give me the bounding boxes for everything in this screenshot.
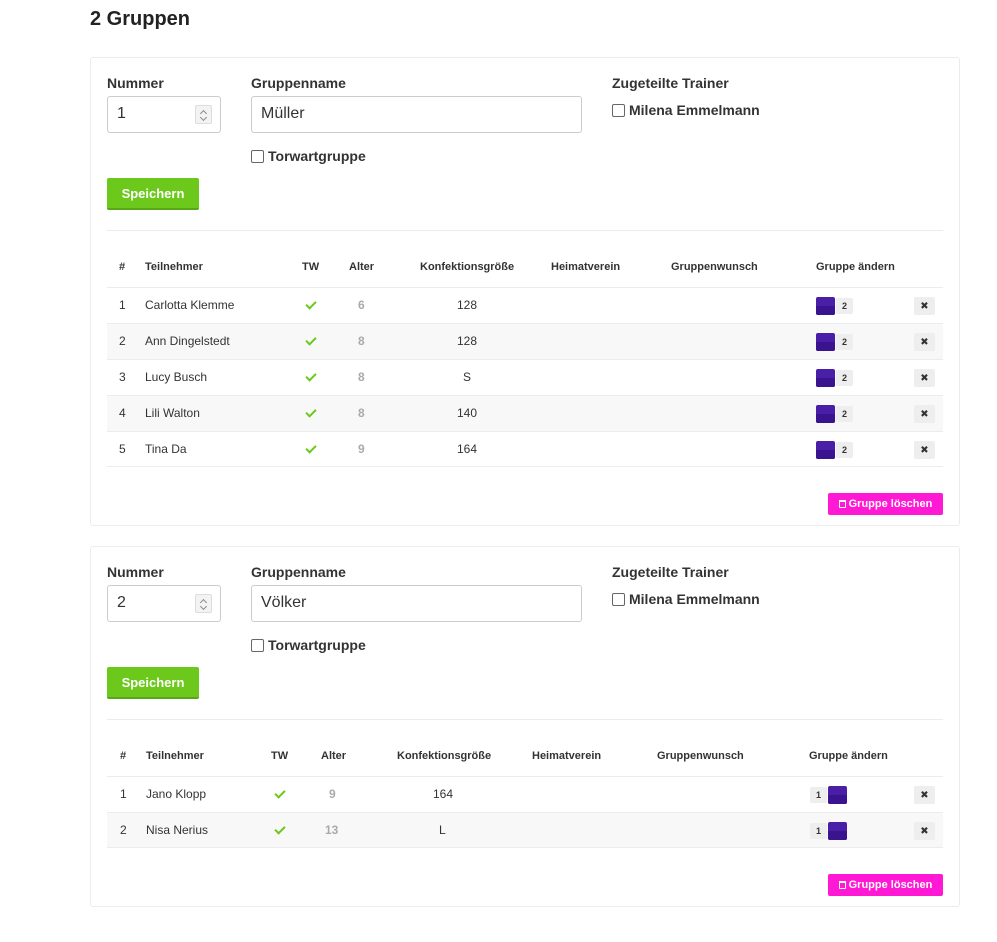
- remove-button[interactable]: [914, 369, 935, 387]
- move-group-button[interactable]: [816, 297, 853, 315]
- trainer-label: Zugeteilte Trainer: [612, 564, 729, 580]
- torwart-checkbox-row[interactable]: [251, 637, 366, 653]
- group-name-input[interactable]: Müller: [251, 96, 582, 133]
- arrow-icon[interactable]: [816, 441, 835, 459]
- participant-age: 9: [358, 442, 365, 456]
- arrow-icon[interactable]: [816, 297, 835, 315]
- torwart-checkbox-row[interactable]: [251, 148, 366, 164]
- trainer-checkbox-row[interactable]: [612, 102, 760, 118]
- group-number-input[interactable]: [107, 96, 221, 133]
- check-icon: [274, 787, 285, 798]
- target-group: 2: [836, 334, 853, 350]
- close-icon: ✖: [920, 372, 929, 384]
- group-name-input[interactable]: Völker: [251, 585, 582, 622]
- close-icon: ✖: [920, 408, 929, 420]
- delete-label: Gruppe löschen: [848, 498, 933, 510]
- participant-size: 128: [457, 334, 478, 348]
- check-icon: [305, 334, 316, 345]
- participant-age: 6: [358, 298, 365, 312]
- divider: [107, 719, 943, 720]
- check-icon: [305, 442, 316, 453]
- target-group: 2: [836, 370, 853, 386]
- close-icon: ✖: [920, 789, 929, 801]
- delete-group-button[interactable]: [828, 874, 943, 896]
- col-header-index: #: [120, 750, 127, 762]
- table-row: [107, 287, 943, 323]
- group-panel-1: [90, 57, 960, 526]
- delete-group-button[interactable]: [828, 493, 943, 515]
- arrow-icon[interactable]: [816, 333, 835, 351]
- save-button[interactable]: Speichern: [107, 667, 199, 699]
- trainer-checkbox[interactable]: [612, 104, 625, 117]
- participant-age: 9: [329, 787, 336, 801]
- table-row: [107, 359, 943, 395]
- row-index: 1: [119, 298, 126, 312]
- col-header-tw: TW: [302, 261, 320, 273]
- trainer-checkbox-row[interactable]: [612, 591, 760, 607]
- move-group-button[interactable]: [810, 786, 847, 804]
- col-header-tw: TW: [271, 750, 289, 762]
- participant-size: S: [463, 370, 472, 384]
- remove-button[interactable]: [914, 822, 935, 840]
- nummer-label: Nummer: [107, 564, 164, 580]
- participant-age: 8: [358, 406, 365, 420]
- col-header-size: Konfektionsgröße: [397, 750, 492, 762]
- trainer-label: Zugeteilte Trainer: [612, 75, 729, 91]
- remove-button[interactable]: [914, 405, 935, 423]
- participant-size: L: [439, 823, 446, 837]
- target-group: 2: [836, 442, 853, 458]
- row-index: 3: [119, 370, 126, 384]
- delete-label: Gruppe löschen: [848, 879, 933, 891]
- arrow-icon[interactable]: [816, 405, 835, 423]
- trash-icon: [839, 881, 846, 889]
- trash-icon: [839, 500, 846, 508]
- remove-button[interactable]: [914, 786, 935, 804]
- participant-age: 8: [358, 334, 365, 348]
- row-index: 4: [119, 406, 126, 420]
- col-header-move: Gruppe ändern: [816, 261, 895, 273]
- target-group: 1: [810, 787, 827, 803]
- row-index: 1: [120, 787, 127, 801]
- row-index: 5: [119, 442, 126, 456]
- divider: [107, 230, 943, 231]
- move-group-button[interactable]: [810, 822, 847, 840]
- participant-name: Jano Klopp: [146, 787, 207, 801]
- check-icon: [305, 298, 316, 309]
- col-header-club: Heimatverein: [551, 261, 621, 273]
- participant-age: 13: [325, 823, 339, 837]
- remove-button[interactable]: [914, 297, 935, 315]
- check-icon: [274, 823, 285, 834]
- target-group: 2: [836, 298, 853, 314]
- check-icon: [305, 406, 316, 417]
- remove-button[interactable]: [914, 333, 935, 351]
- participant-name: Ann Dingelstedt: [145, 334, 230, 348]
- table-row: [107, 395, 943, 431]
- close-icon: ✖: [920, 444, 929, 456]
- table-row: [107, 431, 943, 467]
- trainer-name: Milena Emmelmann: [629, 591, 760, 607]
- page-title: 2 Gruppen: [90, 8, 191, 30]
- close-icon: ✖: [920, 336, 929, 348]
- row-index: 2: [119, 334, 126, 348]
- col-header-index: #: [119, 261, 126, 273]
- torwart-label: Torwartgruppe: [268, 148, 366, 164]
- torwart-label: Torwartgruppe: [268, 637, 366, 653]
- target-group: 1: [810, 823, 827, 839]
- participant-size: 164: [433, 787, 454, 801]
- close-icon: ✖: [920, 300, 929, 312]
- move-group-button[interactable]: [816, 441, 853, 459]
- table-row: [107, 323, 943, 359]
- target-group: 2: [836, 406, 853, 422]
- participant-name: Carlotta Klemme: [145, 298, 235, 312]
- col-header-wish: Gruppenwunsch: [657, 750, 744, 762]
- save-button[interactable]: Speichern: [107, 178, 199, 210]
- col-header-age: Alter: [349, 261, 375, 273]
- torwart-checkbox[interactable]: [251, 639, 264, 652]
- group-panel-2: [90, 546, 960, 907]
- participant-size: 140: [457, 406, 478, 420]
- participant-name: Nisa Nerius: [146, 823, 209, 837]
- group-number-input[interactable]: [107, 585, 221, 622]
- nummer-label: Nummer: [107, 75, 164, 91]
- close-icon: ✖: [920, 825, 929, 837]
- gruppenname-label: Gruppenname: [251, 75, 346, 91]
- move-group-button[interactable]: [816, 333, 853, 351]
- torwart-checkbox[interactable]: [251, 150, 264, 163]
- remove-button[interactable]: [914, 441, 935, 459]
- move-group-button[interactable]: [816, 369, 853, 387]
- spinner-icon[interactable]: [195, 594, 212, 613]
- table-row: [107, 776, 943, 812]
- participant-name: Lucy Busch: [145, 370, 208, 384]
- participant-age: 8: [358, 370, 365, 384]
- trainer-name: Milena Emmelmann: [629, 102, 760, 118]
- group-number-value: 1: [117, 105, 126, 122]
- col-header-participant: Teilnehmer: [145, 261, 203, 273]
- participant-size: 164: [457, 442, 478, 456]
- col-header-participant: Teilnehmer: [146, 750, 204, 762]
- col-header-move: Gruppe ändern: [809, 750, 888, 762]
- row-index: 2: [120, 823, 127, 837]
- trainer-checkbox[interactable]: [612, 593, 625, 606]
- participant-name: Tina Da: [145, 442, 187, 456]
- spinner-icon[interactable]: [195, 105, 212, 124]
- check-icon: [305, 370, 316, 381]
- table-row: [107, 812, 943, 848]
- arrow-icon[interactable]: [828, 822, 847, 840]
- col-header-age: Alter: [321, 750, 347, 762]
- participant-name: Lili Walton: [145, 406, 200, 420]
- arrow-icon[interactable]: [816, 369, 835, 387]
- gruppenname-label: Gruppenname: [251, 564, 346, 580]
- arrow-icon[interactable]: [828, 786, 847, 804]
- move-group-button[interactable]: [816, 405, 853, 423]
- col-header-wish: Gruppenwunsch: [671, 261, 758, 273]
- col-header-club: Heimatverein: [532, 750, 602, 762]
- group-number-value: 2: [117, 594, 126, 611]
- participant-size: 128: [457, 298, 478, 312]
- col-header-size: Konfektionsgröße: [420, 261, 515, 273]
